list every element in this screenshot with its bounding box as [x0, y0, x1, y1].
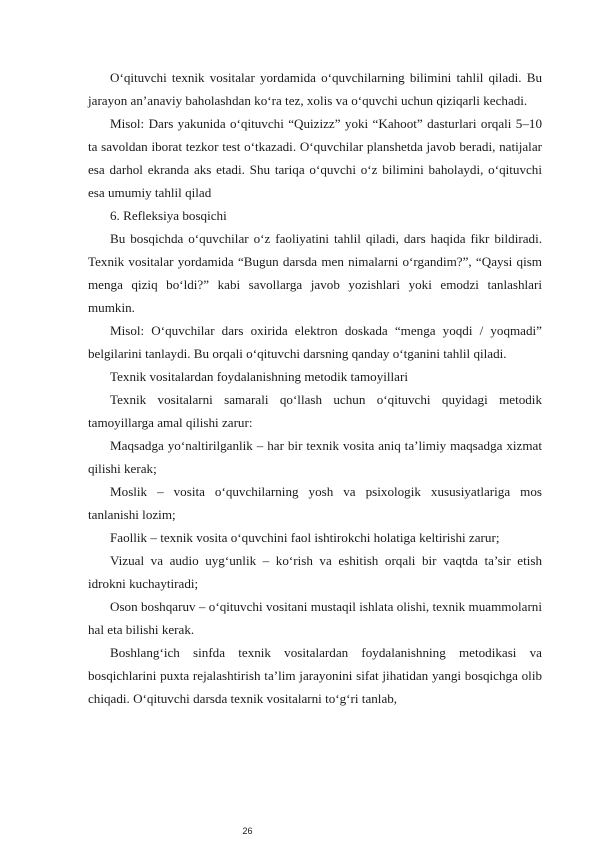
principle-audiovisual: Vizual va audio uyg‘unlik – ko‘rish va eshitish orqali bir vaqtda ta’sir etish idrokni kuchaytiradi; — [88, 553, 542, 591]
paragraph-principles-intro: Texnik vositalarni samarali qo‘llash uchun o‘qituvchi quyidagi metodik tamoyillarga amal qilishi zarur: — [88, 392, 542, 430]
document-page-body — [88, 66, 542, 710]
principle-suitability: Moslik – vosita o‘quvchilarning yosh va psixologik xususiyatlariga mos tanlanishi lozim; — [88, 484, 542, 522]
paragraph-reflection-stage: Bu bosqichda o‘quvchilar o‘z faoliyatini tahlil qiladi, dars haqida fikr bildiradi. Texnik vositalar yordamida “Bugun darsda men nimalarni o‘rgandim?”, “Qaysi qism menga qiziq bo‘ldi?” kabi savollarga javob yozishlari yoki emodzi tanlashlari mumkin. — [88, 231, 542, 315]
paragraph-assessment-intro: O‘qituvchi texnik vositalar yordamida o‘quvchilarning bilimini tahlil qiladi. Bu jarayon an’anaviy baholashdan ko‘ra tez, xolis va o‘quvchi uchun qiziqarli kechadi. — [88, 70, 542, 108]
principle-activity: Faollik – texnik vosita o‘quvchini faol ishtirokchi holatiga keltirishi zarur; — [110, 530, 500, 545]
principle-easy-control: Oson boshqaruv – o‘qituvchi vositani mustaqil ishlata olishi, texnik muammolarni hal eta bilishi kerak. — [88, 599, 542, 637]
page-number-text: 26 — [242, 826, 253, 836]
section-heading-reflection: 6. Refleksiya bosqichi — [110, 208, 227, 223]
paragraph-conclusion: Boshlang‘ich sinfda texnik vositalardan foydalanishning metodikasi va bosqichlarini puxta rejalashtirish ta’lim jarayonini sifat jihatidan yangi bosqichga olib chiqadi. O‘qituvchi darsda texnik vositalarni to‘g‘ri tanlab, — [88, 645, 542, 706]
paragraph-reflection-example: Misol: O‘quvchilar dars oxirida elektron doskada “menga yoqdi / yoqmadi” belgilarini tanlaydi. Bu orqali o‘qituvchi darsning qanday o‘tganini tahlil qiladi. — [88, 323, 542, 361]
paragraph-quiz-example: Misol: Dars yakunida o‘qituvchi “Quizizz” yoki “Kahoot” dasturlari orqali 5–10 ta savoldan iborat tezkor test o‘tkazadi. O‘quvchilar planshetda javob beradi, natijalar esa darhol ekranda aks etadi. Shu tariqa o‘quvchi o‘z bilimini baholaydi, o‘qituvchi esa umumiy tahlil qilad — [88, 116, 542, 200]
principle-purposefulness: Maqsadga yo‘naltirilganlik – har bir texnik vosita aniq ta’limiy maqsadga xizmat qilishi kerak; — [88, 438, 542, 476]
page-number — [0, 826, 595, 836]
section-heading-principles: Texnik vositalardan foydalanishning metodik tamoyillari — [110, 369, 408, 384]
